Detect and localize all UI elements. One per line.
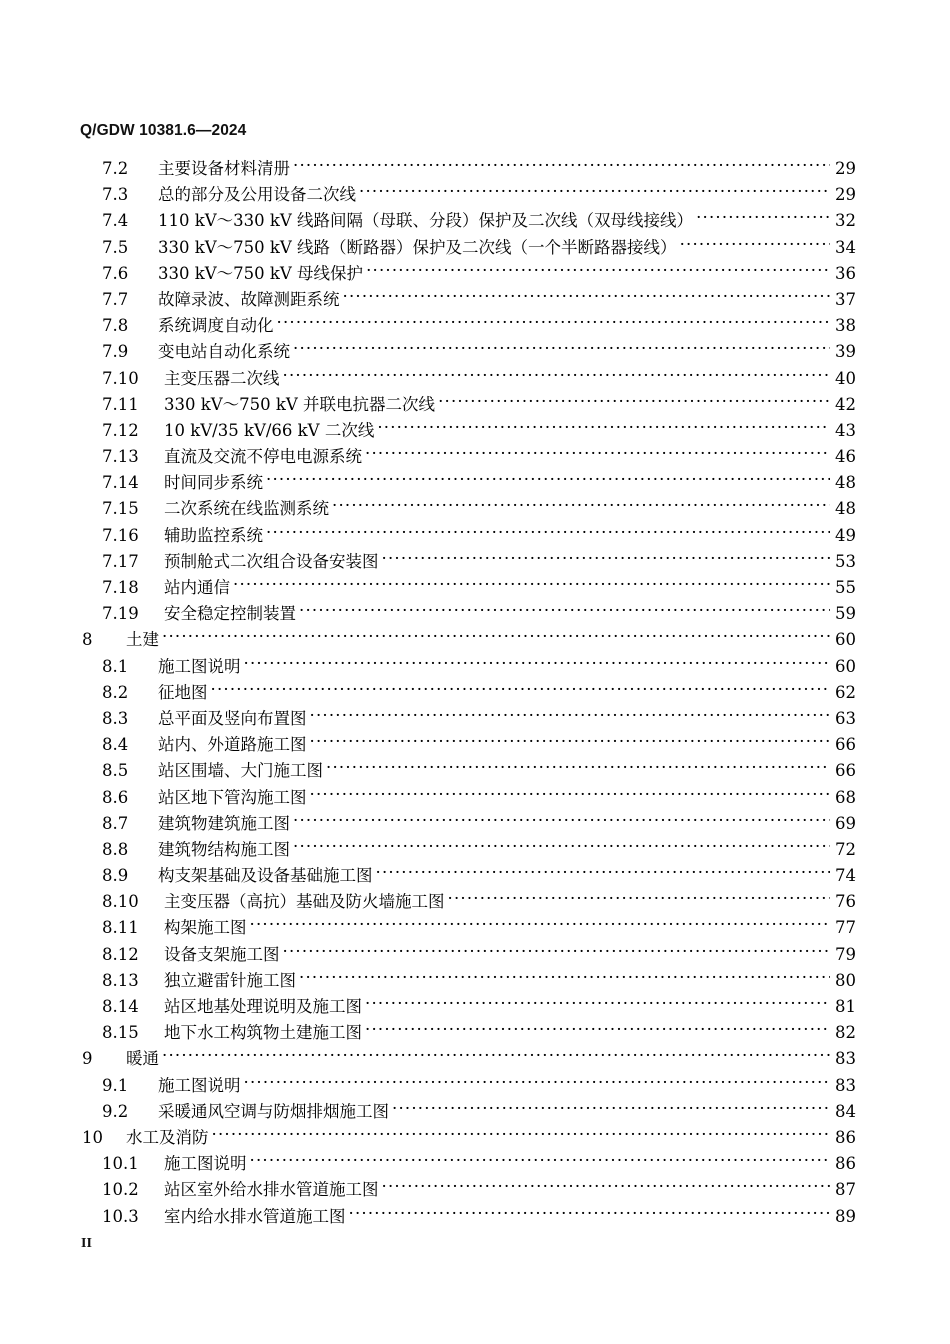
toc-leader-dots [266, 520, 830, 546]
toc-entry-number: 8.3 [102, 708, 129, 728]
toc-entry-number: 9.1 [102, 1075, 129, 1095]
toc-entry-page-number: 68 [835, 787, 856, 807]
toc-entry-page-number: 37 [835, 289, 856, 309]
toc-leader-dots [349, 1201, 831, 1227]
toc-entry-title: 土建 [126, 630, 159, 650]
toc-entry-title: 建筑物建筑施工图 [158, 813, 290, 833]
toc-entry-page-number: 77 [835, 918, 856, 938]
toc-entry-page-number: 60 [835, 656, 856, 676]
toc-entry-number: 7.12 [102, 420, 139, 440]
toc-entry-page-number: 39 [835, 342, 856, 362]
toc-leader-dots [438, 389, 830, 415]
toc-entry-number: 7.13 [102, 447, 139, 467]
toc-entry-title: 站区地下管沟施工图 [158, 787, 307, 807]
toc-leader-dots [392, 1096, 830, 1122]
toc-entry-page-number: 43 [835, 420, 856, 440]
toc-entry-title: 直流及交流不停电电源系统 [164, 447, 362, 467]
toc-entry-title: 辅助监控系统 [164, 525, 263, 545]
toc-entry-page-number: 48 [835, 499, 856, 519]
toc-entry-title: 330 kV～750 kV 并联电抗器二次线 [164, 394, 436, 414]
toc-leader-dots [266, 467, 830, 493]
toc-entry-number: 7.19 [102, 604, 139, 624]
toc-leader-dots [293, 336, 830, 362]
toc-entry-number: 10.2 [102, 1180, 139, 1200]
toc-entry-number: 8.15 [102, 1023, 139, 1043]
toc-entry-number: 9 [82, 1049, 93, 1069]
toc-entry-page-number: 34 [835, 237, 856, 257]
toc-entry-page-number: 62 [835, 682, 856, 702]
toc-entry-title: 站内、外道路施工图 [158, 735, 307, 755]
toc-leader-dots [332, 493, 830, 519]
toc-leader-dots [365, 991, 830, 1017]
toc-entry-page-number: 86 [835, 1154, 856, 1174]
toc-entry-page-number: 32 [835, 211, 856, 231]
toc-entry-number: 7.14 [102, 473, 139, 493]
toc-entry-number: 10.3 [102, 1206, 139, 1226]
toc-entry-number: 8.6 [102, 787, 129, 807]
toc-leader-dots [310, 782, 831, 808]
toc-entry-title: 主要设备材料清册 [158, 159, 290, 178]
toc-entry-number: 8.2 [102, 682, 129, 702]
toc-entry-title: 330 kV～750 kV 线路（断路器）保护及二次线（一个半断路器接线） [158, 237, 677, 257]
toc-leader-dots [310, 703, 831, 729]
table-of-contents [80, 156, 856, 1230]
toc-entry-number: 7.9 [102, 342, 129, 362]
toc-entry-page-number: 66 [835, 735, 856, 755]
toc-leader-dots [212, 1122, 831, 1148]
toc-entry-title: 110 kV～330 kV 线路间隔（母联、分段）保护及二次线（双母线接线） [158, 211, 694, 231]
toc-leader-dots [211, 677, 831, 703]
toc-entry-title: 地下水工构筑物土建施工图 [164, 1023, 362, 1043]
toc-entry-number: 8 [82, 630, 93, 650]
toc-entry-page-number: 42 [835, 394, 856, 414]
toc-leader-dots [244, 651, 831, 677]
toc-entry-number: 10 [82, 1127, 103, 1147]
toc-entry-page-number: 76 [835, 892, 856, 912]
toc-entry-title: 暖通 [126, 1049, 159, 1069]
toc-entry-number: 8.7 [102, 813, 129, 833]
toc-entry-number: 7.5 [102, 237, 129, 257]
toc-entry-number: 7.8 [102, 316, 129, 336]
toc-entry-number: 7.11 [102, 394, 139, 414]
toc-entry-title: 站区室外给水排水管道施工图 [164, 1180, 379, 1200]
toc-entry-page-number: 55 [835, 578, 856, 597]
toc-entry-title: 施工图说明 [158, 1075, 241, 1095]
toc-entry-title: 构支架基础及设备基础施工图 [158, 866, 373, 886]
toc-entry-page-number: 46 [835, 447, 856, 467]
toc-entry-title: 站区地基处理说明及施工图 [164, 997, 362, 1016]
toc-entry-number: 7.4 [102, 211, 129, 231]
toc-entry-page-number: 81 [835, 997, 856, 1016]
running-header: Q/GDW 10381.6—2024 [80, 122, 247, 139]
toc-entry-number: 7.7 [102, 289, 129, 309]
toc-entry-title: 二次系统在线监测系统 [164, 499, 329, 519]
toc-entry-page-number: 59 [835, 604, 856, 624]
toc-entry-number: 7.10 [102, 368, 139, 388]
toc-entry-page-number: 29 [835, 159, 856, 178]
toc-leader-dots [382, 546, 831, 572]
toc-entry-page-number: 87 [835, 1180, 856, 1200]
toc-leader-dots [293, 834, 830, 860]
toc-entry-title: 主变压器二次线 [164, 368, 280, 388]
toc-entry-page-number: 60 [835, 630, 856, 650]
toc-entry-page-number: 29 [835, 185, 856, 205]
toc-entry-title: 安全稳定控制装置 [164, 604, 296, 624]
toc-entry-page-number: 69 [835, 813, 856, 833]
toc-entry-number: 8.10 [102, 892, 139, 912]
toc-entry-number: 8.4 [102, 735, 129, 755]
toc-leader-dots [310, 729, 831, 755]
toc-entry-number: 7.2 [102, 159, 129, 178]
toc-entry-title: 时间同步系统 [164, 473, 263, 493]
toc-entry-number: 8.1 [102, 656, 129, 676]
toc-entry-page-number: 89 [835, 1206, 856, 1226]
toc-entry-title: 主变压器（高抗）基础及防火墙施工图 [164, 892, 445, 912]
toc-leader-dots [326, 755, 830, 781]
toc-entry-title: 变电站自动化系统 [158, 342, 290, 362]
toc-leader-dots [366, 258, 830, 284]
toc-entry-title: 总平面及竖向布置图 [158, 708, 307, 728]
toc-leader-dots [448, 886, 831, 912]
toc-leader-dots [283, 363, 831, 389]
toc-entry-number: 8.14 [102, 997, 139, 1016]
toc-entry-title: 预制舱式二次组合设备安装图 [164, 551, 379, 571]
toc-leader-dots [365, 441, 830, 467]
toc-entry-number: 8.11 [102, 918, 139, 938]
toc-entry-page-number: 48 [835, 473, 856, 493]
toc-entry-number: 8.5 [102, 761, 129, 781]
toc-leader-dots [343, 284, 831, 310]
toc-entry-number: 9.2 [102, 1101, 129, 1121]
toc-entry-title: 系统调度自动化 [158, 316, 274, 336]
toc-leader-dots [299, 598, 830, 624]
toc-entry-page-number: 49 [835, 525, 856, 545]
toc-leader-dots [359, 179, 830, 205]
toc-entry-page-number: 66 [835, 761, 856, 781]
toc-leader-dots [233, 572, 830, 598]
toc-leader-dots [696, 205, 830, 231]
toc-entry-page-number: 84 [835, 1101, 856, 1121]
toc-leader-dots [293, 153, 830, 179]
toc-entry-page-number: 80 [835, 970, 856, 990]
toc-entry-title: 施工图说明 [158, 656, 241, 676]
toc-entry-title: 水工及消防 [126, 1127, 209, 1147]
toc-leader-dots [365, 1017, 830, 1043]
toc-entry-page-number: 79 [835, 944, 856, 964]
toc-leader-dots [377, 415, 830, 441]
toc-entry-title: 站内通信 [164, 578, 230, 597]
toc-leader-dots [283, 939, 831, 965]
toc-leader-dots [293, 808, 830, 834]
toc-leader-dots [299, 965, 830, 991]
toc-entry-page-number: 36 [835, 263, 856, 283]
toc-entry-number: 8.9 [102, 866, 129, 886]
toc-entry-page-number: 74 [835, 866, 856, 886]
toc-entry-page-number: 83 [835, 1049, 856, 1069]
toc-leader-dots [162, 624, 830, 650]
toc-entry-page-number: 63 [835, 708, 856, 728]
toc-entry-number: 7.18 [102, 578, 139, 597]
toc-entry-page-number: 38 [835, 316, 856, 336]
toc-leader-dots [162, 1043, 830, 1069]
toc-entry-number: 7.16 [102, 525, 139, 545]
page-folio: II [81, 1236, 92, 1251]
toc-leader-dots [680, 232, 830, 258]
toc-entry-title: 330 kV～750 kV 母线保护 [158, 263, 364, 283]
toc-entry-page-number: 53 [835, 551, 856, 571]
toc-entry-number: 7.17 [102, 551, 139, 571]
toc-entry-title: 室内给水排水管道施工图 [164, 1206, 346, 1226]
toc-leader-dots [250, 912, 831, 938]
toc-entry-page-number: 83 [835, 1075, 856, 1095]
toc-entry-title: 征地图 [158, 682, 208, 702]
toc-entry-page-number: 72 [835, 839, 856, 859]
toc-leader-dots [250, 1148, 831, 1174]
toc-leader-dots [376, 860, 831, 886]
toc-entry-number: 10.1 [102, 1154, 139, 1174]
toc-entry-number: 7.6 [102, 263, 129, 283]
toc-entry-title: 总的部分及公用设备二次线 [158, 185, 356, 205]
toc-entry-number: 7.3 [102, 185, 129, 205]
toc-entry-page-number: 40 [835, 368, 856, 388]
toc-entry-title: 构架施工图 [164, 918, 247, 938]
toc-entry-title: 建筑物结构施工图 [158, 839, 290, 859]
toc-leader-dots [277, 310, 831, 336]
toc-entry-number: 7.15 [102, 499, 139, 519]
toc-entry-title: 设备支架施工图 [164, 944, 280, 964]
toc-entry[interactable] [80, 1204, 856, 1230]
toc-entry-title: 站区围墙、大门施工图 [158, 761, 323, 781]
toc-entry-number: 8.12 [102, 944, 139, 964]
toc-entry-title: 采暖通风空调与防烟排烟施工图 [158, 1101, 389, 1121]
toc-entry-page-number: 82 [835, 1023, 856, 1043]
toc-leader-dots [244, 1070, 831, 1096]
toc-entry-title: 故障录波、故障测距系统 [158, 289, 340, 309]
toc-leader-dots [382, 1174, 831, 1200]
toc-entry-number: 8.8 [102, 839, 129, 859]
toc-entry-title: 施工图说明 [164, 1154, 247, 1174]
toc-entry-title: 独立避雷针施工图 [164, 970, 296, 990]
toc-entry-page-number: 86 [835, 1127, 856, 1147]
toc-entry-number: 8.13 [102, 970, 139, 990]
toc-entry-title: 10 kV/35 kV/66 kV 二次线 [164, 420, 375, 440]
